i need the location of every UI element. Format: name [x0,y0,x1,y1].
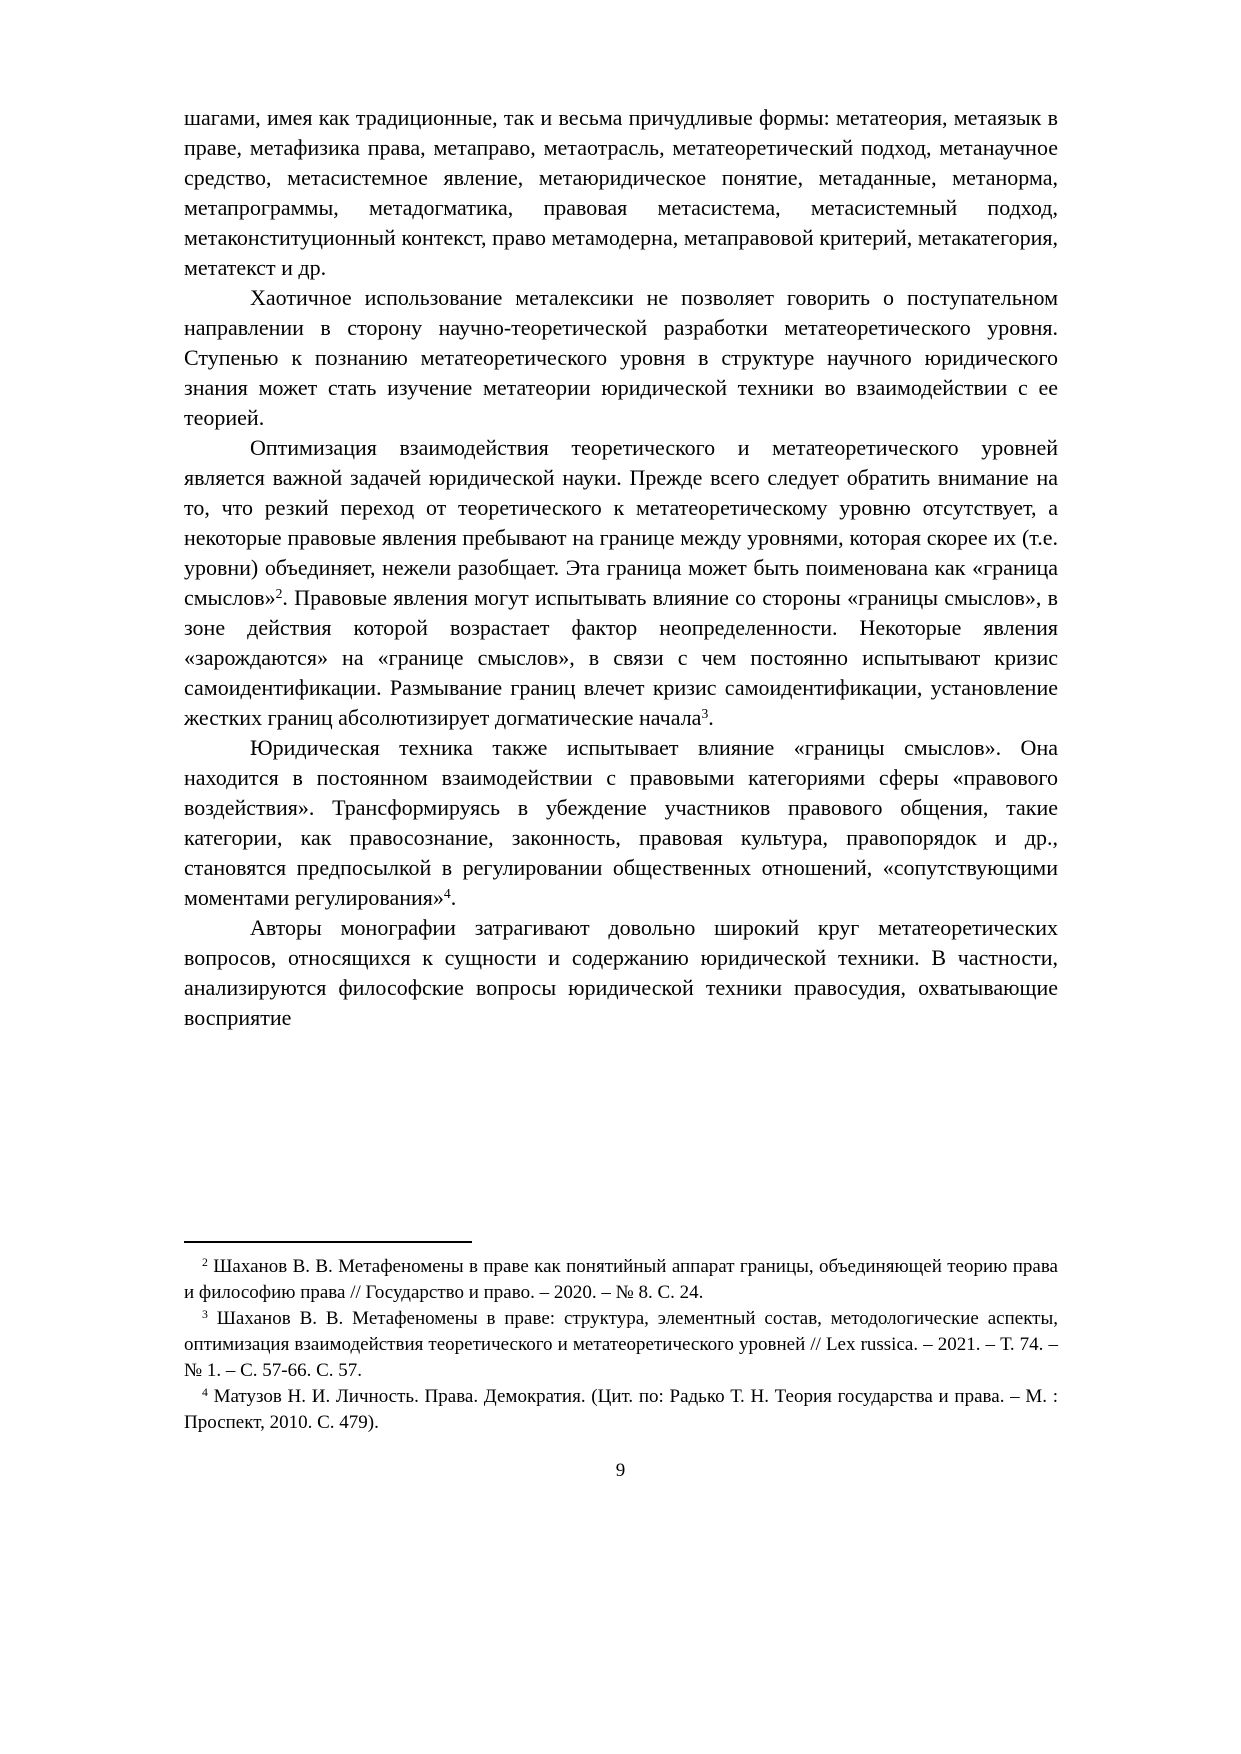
page-number: 9 [615,1460,626,1481]
footnote: $^3$ Шаханов В. В. Метафеномены в праве: структура, элементный состав, методологические аспекты, оптимизация взаимодействия теоретического и метатеоретического уровней // Lex russica. – 2021. – Т. 74. – № 1. – С. 57-66. С. 57. [184,1308,1058,1381]
footnote-marker: 2 [202,1256,208,1270]
footnote-reference: 3 [701,706,709,722]
footnote: $^4$ Матузов Н. И. Личность. Права. Демократия. (Цит. по: Радько Т. Н. Теория государства и права. – М. : Проспект, 2010. С. 479). [184,1386,1058,1433]
paragraph: Юридическая техника также испытывает влияние «границы смыслов». Она находится в постоянном взаимодействии с правовыми категориями сферы «правового воздействия». Трансформируясь в убеждение участников правового общения, такие категории, как правосознание, законность, правовая культура, правопорядок и др., становятся предпосылкой в регулировании общественных отношений, «сопутствующими моментами регулирования»$^4$. [184,735,1058,910]
footnotes-section [184,1254,1058,1436]
footnote-reference: 2 [275,586,283,602]
body-text [184,103,1058,1033]
footnote-marker: 4 [202,1386,208,1400]
footnote-separator [184,1241,472,1243]
paragraph: Оптимизация взаимодействия теоретического и метатеоретического уровней является важной задачей юридической науки. Прежде всего следует обратить внимание на то, что резкий переход от теоретического к метатеоретическому уровню отсутствует, а некоторые правовые явления пребывают на границе между уровнями, которая скорее их (т.е. уровни) объединяет, нежели разобщает. Эта граница может быть поименована как «граница смыслов»$^2$. Правовые явления могут испытывать влияние со стороны «границы смыслов», в зоне действия которой возрастает фактор неопределенности. Некоторые явления «зарождаются» на «границе смыслов», в связи с чем постоянно испытывают кризис самоидентификации. Размывание границ влечет кризис самоидентификации, установление жестких границ абсолютизирует догматические начала$^3$. [184,435,1058,730]
footnote-reference: 4 [443,886,451,902]
paragraph: шагами, имея как традиционные, так и весьма причудливые формы: метатеория, метаязык в праве, метафизика права, метаправо, метаотрасль, метатеоретический подход, метанаучное средство, метасистемное явление, метаюридическое понятие, метаданные, метанорма, метапрограммы, метадогматика, правовая метасистема, метасистемный подход, метаконституционный контекст, право метамодерна, метаправовой критерий, метакатегория, метатекст и др. [184,105,1058,280]
footnote-marker: 3 [202,1308,208,1322]
footnote: $^2$ Шаханов В. В. Метафеномены в праве как понятийный аппарат границы, объединяющей теорию права и философию права // Государство и право. – 2020. – № 8. С. 24. [184,1256,1058,1303]
paragraph: Хаотичное использование металексики не позволяет говорить о поступательном направлении в сторону научно-теоретической разработки метатеоретического уровня. Ступенью к познанию метатеоретического уровня в структуре научного юридического знания может стать изучение метатеории юридической техники во взаимодействии с ее теорией. [184,285,1058,430]
paragraph: Авторы монографии затрагивают довольно широкий круг метатеоретических вопросов, относящихся к сущности и содержанию юридической техники. В частности, анализируются философские вопросы юридической техники правосудия, охватывающие восприятие [184,915,1058,1030]
